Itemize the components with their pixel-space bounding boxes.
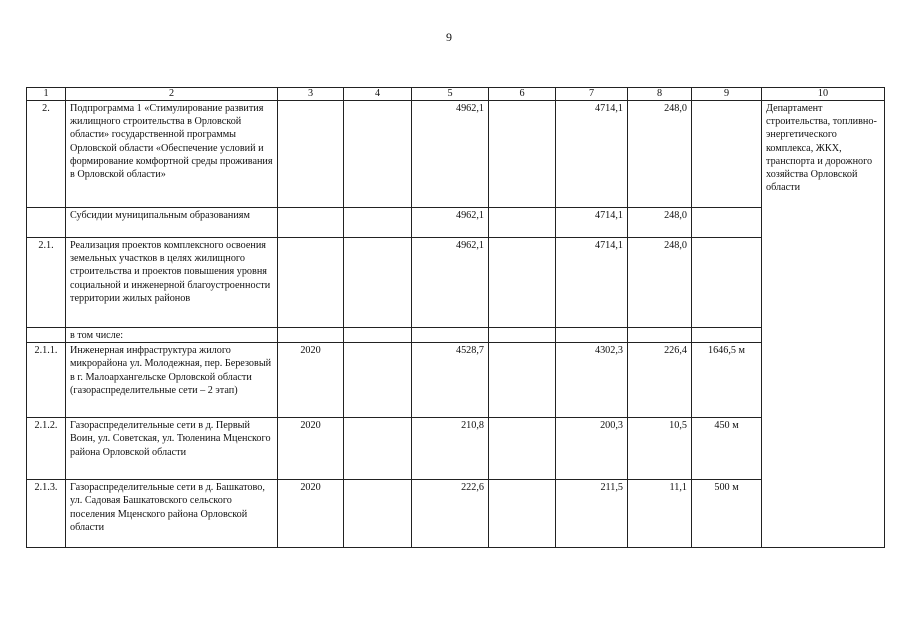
row-year: 2020	[278, 343, 344, 418]
row-col9	[692, 238, 762, 328]
row-col9: 1646,5 м	[692, 343, 762, 418]
row-number: 2.1.1.	[27, 343, 66, 418]
row-col8: 226,4	[628, 343, 692, 418]
row-name: Подпрограмма 1 «Стимулирование развития жилищного строительства в Орловской области» государственной программы Орловской области «Обеспечение условий и формирование комфортной среды проживания в Орловской области»	[66, 101, 278, 208]
row-col7: 4714,1	[556, 101, 628, 208]
row-col8: 248,0	[628, 238, 692, 328]
row-col9	[692, 208, 762, 238]
row-col4	[344, 328, 412, 343]
column-header: 2	[66, 88, 278, 101]
column-header: 5	[412, 88, 489, 101]
row-number	[27, 328, 66, 343]
row-col4	[344, 101, 412, 208]
column-number-row	[27, 88, 885, 101]
row-col6	[489, 343, 556, 418]
row-number	[27, 208, 66, 238]
responsible-department: Департамент строительства, топливно-энергетического комплекса, ЖКХ, транспорта и дорожного хозяйства Орловской области	[762, 101, 885, 548]
row-year	[278, 238, 344, 328]
table-row	[27, 238, 885, 328]
row-col6	[489, 418, 556, 480]
table-row	[27, 208, 885, 238]
row-col7: 4714,1	[556, 238, 628, 328]
column-header: 6	[489, 88, 556, 101]
row-col6	[489, 208, 556, 238]
row-col7: 200,3	[556, 418, 628, 480]
row-col4	[344, 343, 412, 418]
row-col9: 450 м	[692, 418, 762, 480]
column-header: 4	[344, 88, 412, 101]
row-year	[278, 208, 344, 238]
column-header: 3	[278, 88, 344, 101]
row-name: Инженерная инфраструктура жилого микрорайона ул. Молодежная, пер. Березовый в г. Малоархангельске Орловской области (газораспределительные сети – 2 этап)	[66, 343, 278, 418]
row-col4	[344, 480, 412, 548]
page-number: 9	[446, 30, 452, 44]
row-year: 2020	[278, 480, 344, 548]
row-col8	[628, 328, 692, 343]
column-header: 7	[556, 88, 628, 101]
column-header: 10	[762, 88, 885, 101]
row-name: Газораспределительные сети в д. Башкатово, ул. Садовая Башкатовского сельского поселения Мценского района Орловской области	[66, 480, 278, 548]
row-col7: 211,5	[556, 480, 628, 548]
row-col6	[489, 328, 556, 343]
row-number: 2.1.3.	[27, 480, 66, 548]
row-col5	[412, 328, 489, 343]
row-number: 2.	[27, 101, 66, 208]
row-number: 2.1.2.	[27, 418, 66, 480]
row-col8: 248,0	[628, 101, 692, 208]
row-col8: 10,5	[628, 418, 692, 480]
row-year	[278, 328, 344, 343]
column-header: 8	[628, 88, 692, 101]
row-col7: 4302,3	[556, 343, 628, 418]
table-row	[27, 343, 885, 418]
table-row	[27, 328, 885, 343]
row-col7	[556, 328, 628, 343]
row-col8: 248,0	[628, 208, 692, 238]
row-col5: 4528,7	[412, 343, 489, 418]
row-number: 2.1.	[27, 238, 66, 328]
table-row	[27, 101, 885, 208]
row-col8: 11,1	[628, 480, 692, 548]
row-col5: 4962,1	[412, 101, 489, 208]
row-col4	[344, 238, 412, 328]
table-row	[27, 418, 885, 480]
row-col5: 210,8	[412, 418, 489, 480]
row-col9	[692, 328, 762, 343]
row-col9	[692, 101, 762, 208]
row-col4	[344, 418, 412, 480]
program-table	[26, 87, 885, 548]
row-year	[278, 101, 344, 208]
row-col5: 4962,1	[412, 208, 489, 238]
row-name: в том числе:	[66, 328, 278, 343]
row-name: Газораспределительные сети в д. Первый Воин, ул. Советская, ул. Тюленина Мценского района Орловской области	[66, 418, 278, 480]
column-header: 1	[27, 88, 66, 101]
table-row	[27, 480, 885, 548]
row-year: 2020	[278, 418, 344, 480]
row-col5: 222,6	[412, 480, 489, 548]
row-col9: 500 м	[692, 480, 762, 548]
row-col6	[489, 238, 556, 328]
column-header: 9	[692, 88, 762, 101]
row-name: Субсидии муниципальным образованиям	[66, 208, 278, 238]
row-col4	[344, 208, 412, 238]
row-col7: 4714,1	[556, 208, 628, 238]
row-name: Реализация проектов комплексного освоения земельных участков в целях жилищного строительства и проектов повышения уровня социальной и инженерной благоустроенности территории жилых районов	[66, 238, 278, 328]
row-col6	[489, 480, 556, 548]
row-col5: 4962,1	[412, 238, 489, 328]
row-col6	[489, 101, 556, 208]
